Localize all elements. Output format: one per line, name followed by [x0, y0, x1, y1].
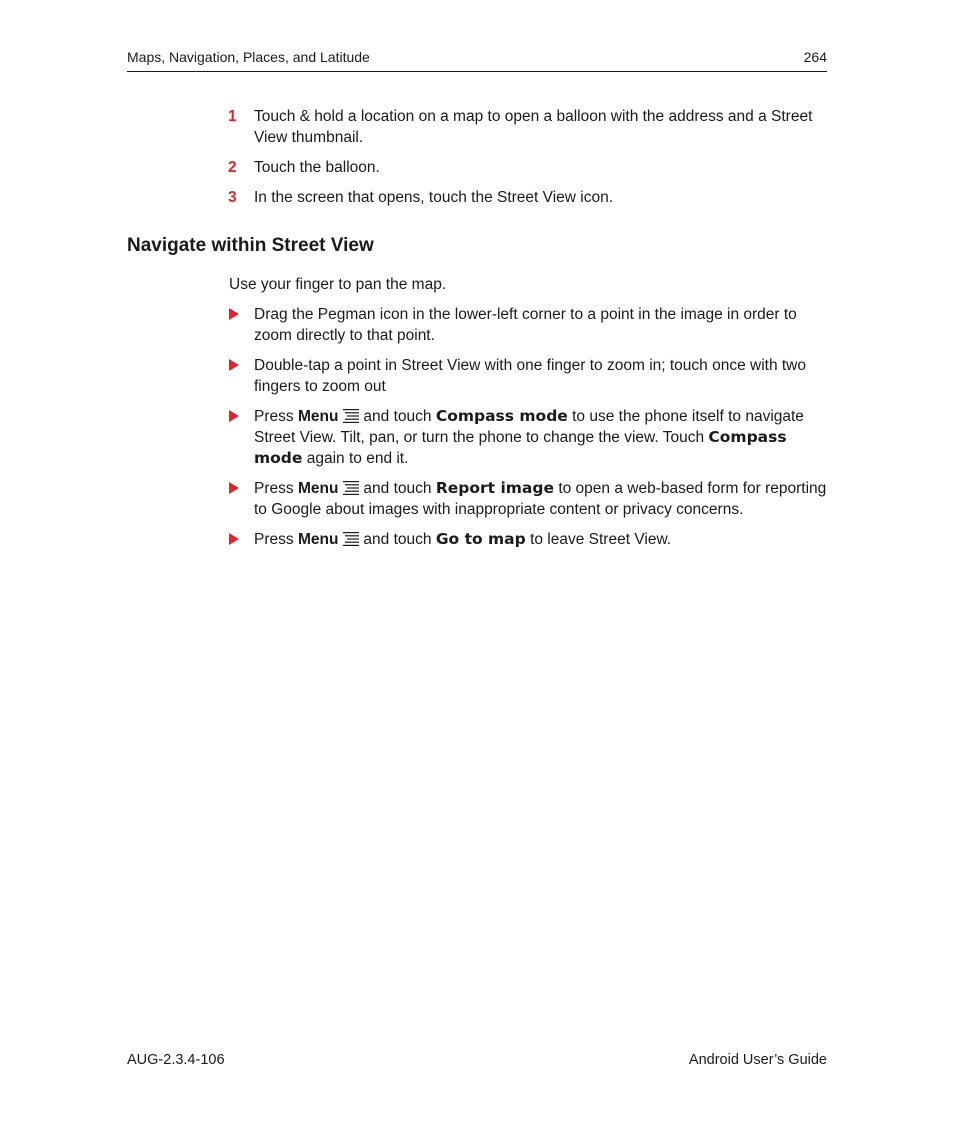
step-number: 2 [228, 159, 237, 176]
menu-icon [343, 409, 359, 423]
bullet-text: Drag the Pegman icon in the lower-left corner to a point in the image in order to zoom directly to that point. [254, 306, 797, 344]
bullet-item [127, 304, 827, 346]
bullet-item [127, 478, 827, 520]
step-number: 3 [228, 189, 237, 206]
triangle-bullet-icon [229, 308, 239, 320]
step-text: Touch & hold a location on a map to open a balloon with the address and a Street View thumbnail. [254, 108, 813, 146]
triangle-bullet-icon [229, 533, 239, 545]
go-to-map-option: Go to map [435, 530, 526, 548]
menu-key-label: Menu [297, 408, 339, 425]
triangle-bullet-icon [229, 410, 239, 422]
section-heading: Navigate within Street View [127, 235, 374, 256]
bullet-item [127, 355, 827, 397]
bullet-text: to leave Street View. [530, 531, 672, 548]
bullet-press: Press [254, 531, 294, 548]
compass-mode-option: Compass mode [435, 407, 568, 425]
section-intro: Use your finger to pan the map. [229, 276, 447, 293]
menu-icon [343, 481, 359, 495]
menu-icon [343, 532, 359, 546]
step-item [127, 157, 827, 178]
report-image-option: Report image [435, 479, 554, 497]
page-number: 264 [803, 49, 827, 65]
bullet-press: Press [254, 480, 294, 497]
page-header [127, 49, 827, 72]
bullet-item [127, 406, 827, 469]
bullet-and-touch: and touch [363, 480, 432, 497]
menu-key-label: Menu [297, 480, 339, 497]
guide-title: Android User’s Guide [688, 1052, 827, 1068]
bullet-press: Press [254, 408, 294, 425]
chapter-title: Maps, Navigation, Places, and Latitude [127, 49, 370, 65]
steps-list [127, 106, 827, 217]
step-text: Touch the balloon. [254, 159, 380, 176]
document-id: AUG-2.3.4-106 [127, 1052, 225, 1068]
menu-key-label: Menu [297, 531, 339, 548]
bullet-and-touch: and touch [363, 531, 432, 548]
bullet-list [127, 304, 827, 559]
triangle-bullet-icon [229, 359, 239, 371]
bullet-text: to open a web-based form for reporting to Google about images with inappropriate content or privacy concerns. [254, 480, 827, 518]
step-item [127, 187, 827, 208]
bullet-text: to use the phone itself to navigate Street View. Tilt, pan, or turn the phone to change the view. Touch [254, 408, 804, 446]
triangle-bullet-icon [229, 482, 239, 494]
bullet-item [127, 529, 827, 550]
step-item [127, 106, 827, 148]
bullet-text: again to end it. [306, 450, 409, 467]
step-number: 1 [228, 108, 237, 125]
step-text: In the screen that opens, touch the Street View icon. [254, 189, 614, 206]
bullet-and-touch: and touch [363, 408, 432, 425]
bullet-text: Double-tap a point in Street View with one finger to zoom in; touch once with two fingers to zoom out [254, 357, 806, 395]
compass-mode-option: Compass mode [254, 428, 787, 467]
